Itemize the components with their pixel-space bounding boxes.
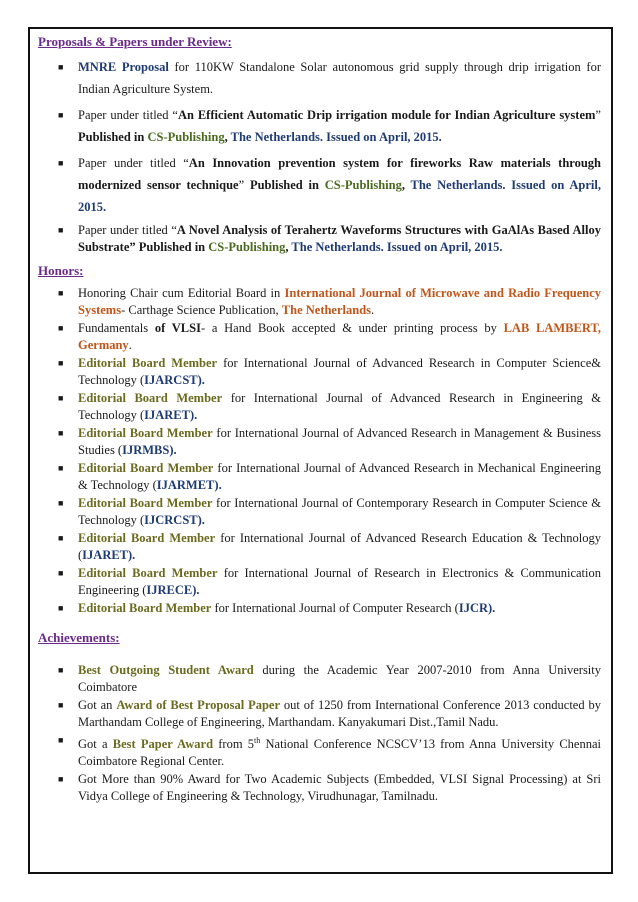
list-item: ■ Editorial Board Member for International Journal of Advanced Research in Computer Science& Technology (IJARCST). [58, 356, 601, 387]
list-item: ■ Paper under titled “An Efficient Automatic Drip irrigation module for Indian Agriculture system” Published in CS-Publishing, The Netherlands. Issued on April, 2015. [58, 108, 601, 144]
review-list [38, 56, 601, 256]
list-item: ■ Editorial Board Member for International Journal of Research in Electronics & Communication Engineering (IJRECE). [58, 566, 601, 597]
document-body [38, 33, 601, 806]
achievements-list [38, 662, 601, 805]
list-item: ■ Got a Best Paper Award from 5th National Conference NCSCV’13 from Anna University Chennai Coimbatore Regional Center. [58, 734, 601, 768]
list-item: ■ Honoring Chair cum Editorial Board in International Journal of Microwave and Radio Frequency Systems- Carthage Science Publication, The Netherlands. [58, 286, 601, 317]
list-item: ■ Paper under titled “A Novel Analysis of Terahertz Waveforms Structures with GaAlAs Based Alloy Substrate” Published in CS-Publishing, The Netherlands. Issued on April, 2015. [58, 223, 601, 254]
list-item: ■ Best Outgoing Student Award during the Academic Year 2007-2010 from Anna University Coimbatore [58, 662, 602, 694]
list-item: ■ Fundamentals of VLSI- a Hand Book accepted & under printing process by LAB LAMBERT, Germany. [58, 321, 601, 352]
list-item: ■ Editorial Board Member for International Journal of Advanced Research in Engineering & Technology (IJARET). [58, 391, 601, 422]
list-item: ■ Paper under titled “An Innovation prevention system for fireworks Raw materials through modernized sensor technique” Published in CS-Publishing, The Netherlands. Issued on April, 2015. [58, 156, 601, 214]
list-item: ■ Editorial Board Member for International Journal of Advanced Research in Mechanical Engineering & Technology (IJARMET). [58, 461, 601, 492]
section-heading-review: Proposals & Papers under Review: [38, 34, 232, 49]
list-item: ■ MNRE Proposal for 110KW Standalone Solar autonomous grid supply through drip irrigation for Indian Agriculture System. [58, 60, 601, 96]
list-item: ■ Got More than 90% Award for Two Academic Subjects (Embedded, VLSI Signal Processing) at Sri Vidya College of Engineering & Technology, Virudhunagar, Tamilnadu. [58, 771, 601, 803]
list-item: ■ Editorial Board Member for International Journal of Advanced Research in Management & Business Studies (IJRMBS). [58, 426, 601, 457]
list-item: ■ Editorial Board Member for International Journal of Contemporary Research in Computer Science & Technology (IJCRCST). [58, 496, 601, 527]
list-item: ■ Got an Award of Best Proposal Paper out of 1250 from International Conference 2013 conducted by Marthandam College of Engineering, Marthandam. Kanyakumari Dist.,Tamil Nadu. [58, 697, 601, 729]
honors-list [38, 285, 601, 617]
section-heading-achievements: Achievements: [38, 629, 120, 645]
list-item: ■ Editorial Board Member for International Journal of Computer Research (IJCR). [58, 601, 496, 615]
list-item: ■ Editorial Board Member for International Journal of Advanced Research Education & Technology (IJARET). [58, 531, 601, 562]
section-heading-honors: Honors: [38, 263, 84, 278]
